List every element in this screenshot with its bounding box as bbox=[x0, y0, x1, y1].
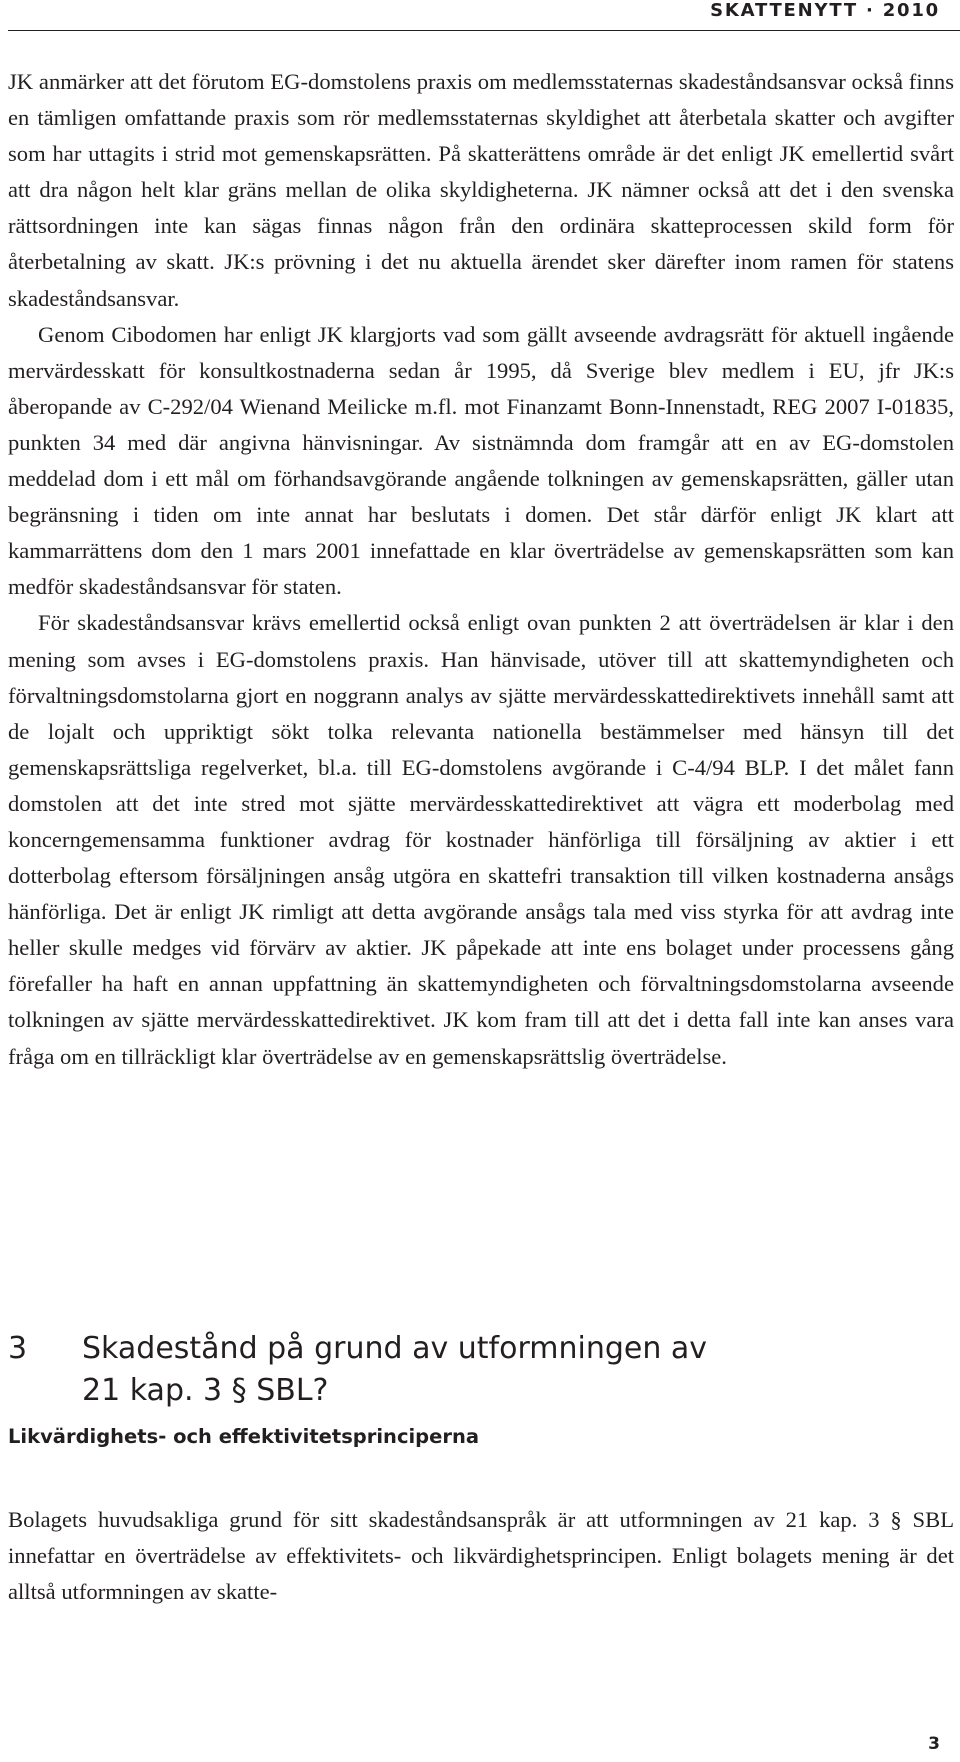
body-paragraph-2: Genom Cibodomen har enligt JK klargjorts vad som gällt avseende avdragsrätt för aktuell ingående mervärdesskatt för konsultkostnaderna sedan år 1995, då Sverige blev medlem i EU, jfr JK:s åberopande av C-292/04 Wienand Meilicke m.fl. mot Finanzamt Bonn-Innenstadt, REG 2007 I-01835, punkten 34 med där angivna hänvisningar. Av sistnämnda dom framgår att en av EG-domstolen meddelad dom i ett mål om förhandsavgörande angående tolkningen av gemenskapsrätten, gäller utan begränsning i tiden om inte annat har beslutats i domen. Det står därför enligt JK klart att kammarrättens dom den 1 mars 2001 innefattade en klar överträdelse av gemenskapsrätten som kan medför skadeståndsansvar för staten. bbox=[8, 321, 954, 600]
section-title bbox=[82, 1328, 707, 1412]
page-number: 3 bbox=[928, 1734, 940, 1754]
section-3 bbox=[8, 1328, 954, 1452]
section-subheading: Likvärdighets- och effektivitetsprinciperna bbox=[8, 1425, 480, 1448]
body-paragraph-3: För skadeståndsansvar krävs emellertid också enligt ovan punkten 2 att överträdelsen är klar i den mening som avses i EG-domstolens praxis. Han hänvisade, utöver till att skattemyndigheten och förvaltningsdomstolarna gjort en noggrann analys av sjätte mervärdesskattedirektivets innehåll samt att de lojalt och uppriktigt sökt tolka relevanta nationella bestämmelser med hänsyn till det gemenskapsrättsliga regelverket, bl.a. till EG-domstolens avgörande i C-4/94 BLP. I det målet fann domstolen att det inte stred mot sjätte mervärdesskattedirektivet att vägra ett moderbolag med koncerngemensamma funktioner avdrag för kostnader hänförliga till försäljning av aktier i ett dotterbolag eftersom försäljningen ansåg utgöra en skattefri transaktion till vilken kostnaderna ansågs hänförliga. Det är enligt JK rimligt att detta avgörande ansågs tala med viss styrka för att avdrag inte heller skulle medges vid förvärv av aktier. JK påpekade att inte ens bolaget under processens gång förefaller ha haft en annan uppfattning än skattemyndigheten och förvaltningsdomstolarna avseende tolkningen av sjätte mervärdesskattedirektivet. JK kom fram till att det i detta fall inte kan anses vara fråga om en tillräckligt klar överträdelse av en gemenskapsrättslig överträdelse. bbox=[8, 610, 954, 1069]
section-body bbox=[8, 1502, 954, 1610]
section-title-line-2: 21 kap. 3 § SBL? bbox=[82, 1373, 329, 1408]
section-heading bbox=[8, 1328, 954, 1412]
body-paragraph-1: JK anmärker att det förutom EG-domstolens praxis om medlemsstaternas skadeståndsansvar också finns en tämligen omfattande praxis som rör medlemsstaternas skyldighet att återbetala skatter och avgifter som har uttagits i strid mot gemenskapsrätten. På skatterättens område är det enligt JK emellertid svårt att dra någon helt klar gräns mellan de olika skyldigheterna. JK nämner också att det i den svenska rättsordningen inte kan sägas finnas någon från den ordinära skatteprocessen skild form för återbetalning av skatt. JK:s prövning i det nu aktuella ärendet sker därefter inom ramen för statens skadeståndsansvar. bbox=[8, 69, 954, 311]
section-title-line-1: Skadestånd på grund av utformningen av bbox=[82, 1331, 708, 1366]
article-body bbox=[8, 64, 954, 1075]
header-rule bbox=[8, 30, 960, 31]
section-paragraph: Bolagets huvudsakliga grund för sitt skadeståndsanspråk är att utformningen av 21 kap. 3 § SBL innefattar en överträdelse av effektivitets- och likvärdighetsprincipen. Enligt bolagets mening är det alltså utformningen av skatte- bbox=[8, 1507, 954, 1605]
running-header: SKATTENYTT · 2010 bbox=[710, 0, 940, 21]
section-number: 3 bbox=[8, 1331, 28, 1366]
